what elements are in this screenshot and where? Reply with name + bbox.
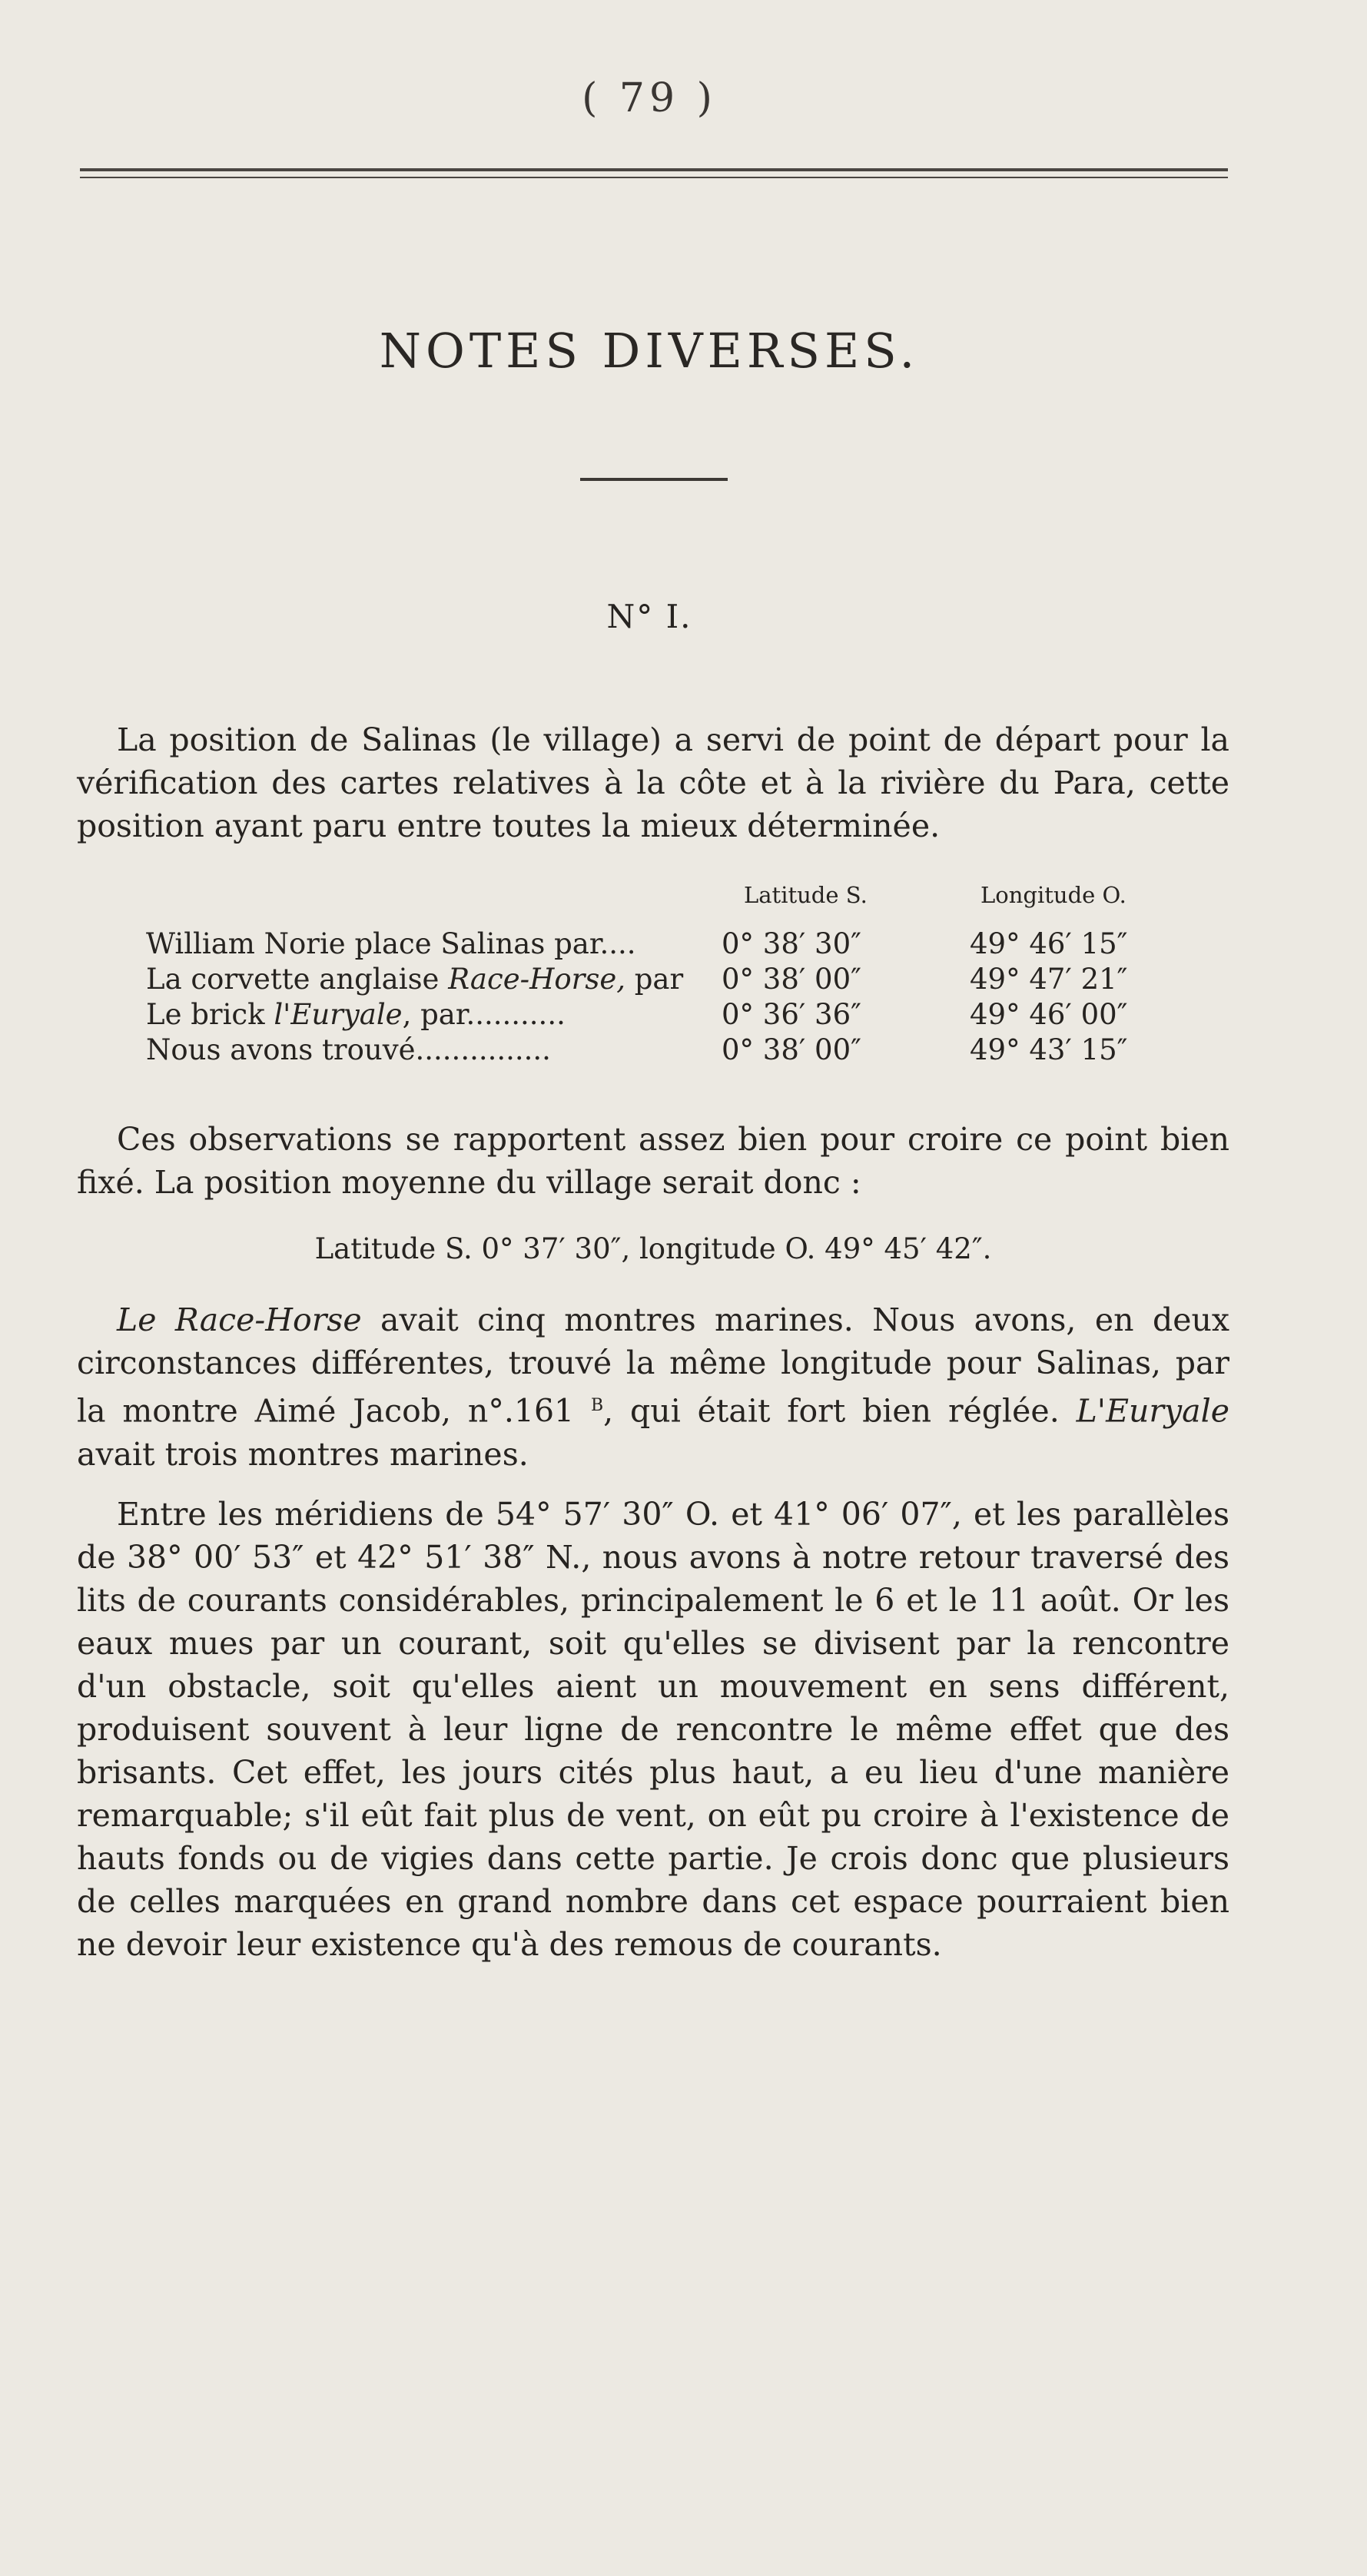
race-horse-italic: Le Race-Horse (117, 1301, 362, 1338)
page-number: ( 79 ) (582, 75, 717, 121)
source-label: Nous avons trouvé............... (146, 1033, 551, 1066)
section-number: N° I. (606, 598, 692, 635)
latitude-value: 0° 36′ 36″ (722, 998, 861, 1031)
longitude-value: 49° 47′ 21″ (970, 963, 1128, 996)
table-row (146, 997, 1237, 1033)
intro-paragraph: La position de Salinas (le village) a servi de point de départ pour la vérification des cartes relatives à la côte et à la rivière du Para, cette position ayant paru entre toutes la mieux déterminée. (77, 721, 1229, 844)
euryale-italic: L'Euryale (1076, 1392, 1229, 1430)
table-row (146, 927, 1237, 962)
latitude-header: Latitude S. (744, 882, 868, 908)
source-label: William Norie place Salinas par.... (146, 927, 636, 960)
latitude-value: 0° 38′ 00″ (722, 963, 861, 996)
longitude-value: 49° 46′ 15″ (970, 927, 1128, 960)
longitude-value: 49° 46′ 00″ (970, 998, 1128, 1031)
latitude-value: 0° 38′ 00″ (722, 1033, 861, 1066)
coordinates-header (146, 882, 1237, 927)
source-label: Le brick l'Euryale, par........... (146, 998, 566, 1031)
longitude-header: Longitude O. (980, 882, 1126, 908)
observations-paragraph: Ces observations se rapportent assez bien pour croire ce point bien fixé. La position moyenne du village serait donc : (77, 1121, 1229, 1201)
header-rule-thick (80, 168, 1228, 171)
longitude-value: 49° 43′ 15″ (970, 1033, 1128, 1066)
source-label: La corvette anglaise Race-Horse, par (146, 963, 684, 996)
latitude-value: 0° 38′ 30″ (722, 927, 861, 960)
superscript-b: B (590, 1396, 604, 1415)
page-title: NOTES DIVERSES. (379, 323, 920, 379)
title-divider (580, 478, 728, 481)
race-horse-paragraph: Le Race-Horse avait cinq montres marines. Nous avons, en deux circonstances différentes, trouvé la même longitude pour Salinas, par la montre Aimé Jacob, n°.161 $^B$, qui était fort bien réglée. L'Euryale avait trois montres marines. (77, 1301, 1230, 1473)
coordinates-table (146, 882, 1237, 1068)
table-row (146, 1033, 1237, 1068)
mean-position: Latitude S. 0° 37′ 30″, longitude O. 49° 45′ 42″. (314, 1232, 992, 1265)
table-row (146, 962, 1237, 997)
header-rule-thin (80, 177, 1228, 178)
currents-paragraph: Entre les méridiens de 54° 57′ 30″ O. et 41° 06′ 07″, et les parallèles de 38° 00′ 53″ et 42° 51′ 38″ N., nous avons à notre retour traversé des lits de courants considérables, principalement le 6 et le 11 août. Or les eaux mues par un courant, soit qu'elles se divisent par la rencontre d'un obstacle, soit qu'elles aient un mouvement en sens différent, produisent souvent à leur ligne de rencontre le même effet que des brisants. Cet effet, les jours cités plus haut, a eu lieu d'une manière remarquable; s'il eût fait plus de vent, on eût pu croire à l'existence de hauts fonds ou de vigies dans cette partie. Je crois donc que plusieurs de celles marquées en grand nombre dans cet espace pourraient bien ne devoir leur existence qu'à des remous de courants. (77, 1496, 1229, 1963)
